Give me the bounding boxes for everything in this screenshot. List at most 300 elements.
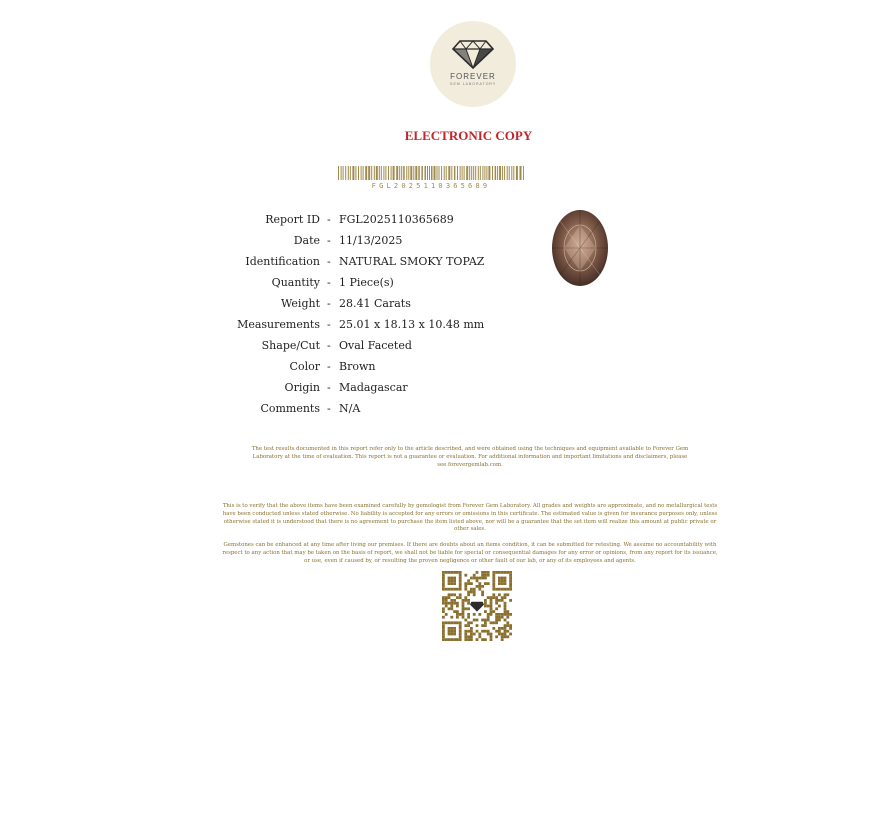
- qr-module: [473, 593, 476, 596]
- qr-module: [467, 616, 470, 619]
- qr-finder-module: [498, 577, 501, 580]
- qr-module: [487, 571, 490, 574]
- qr-module: [495, 602, 498, 605]
- qr-module: [506, 635, 509, 638]
- row-value: Oval Faceted: [339, 339, 412, 352]
- qr-module: [504, 619, 507, 622]
- qr-module: [490, 633, 493, 636]
- qr-finder-module: [442, 574, 445, 577]
- qr-module: [498, 630, 501, 633]
- barcode-bar: [478, 166, 479, 180]
- row-separator: -: [327, 318, 331, 331]
- qr-module: [506, 593, 509, 596]
- qr-finder-module: [509, 579, 512, 582]
- qr-finder-module: [492, 577, 495, 580]
- qr-finder-module: [445, 638, 448, 641]
- qr-finder-module: [492, 585, 495, 588]
- qr-finder-module: [450, 621, 453, 624]
- qr-module: [495, 635, 498, 638]
- qr-finder-module: [453, 582, 456, 585]
- qr-finder-module: [448, 588, 451, 591]
- qr-finder-module: [456, 638, 459, 641]
- qr-module: [501, 627, 504, 630]
- qr-module: [484, 610, 487, 613]
- qr-module: [470, 633, 473, 636]
- qr-module: [464, 588, 467, 591]
- qr-finder-module: [448, 621, 451, 624]
- row-label: Quantity: [271, 276, 320, 289]
- qr-module: [473, 588, 476, 591]
- qr-finder-module: [442, 633, 445, 636]
- row-label: Weight: [281, 297, 320, 310]
- row-value: 25.01 x 18.13 x 10.48 mm: [339, 318, 485, 331]
- qr-module: [490, 596, 493, 599]
- row-value: Madagascar: [339, 381, 408, 394]
- qr-module: [484, 621, 487, 624]
- barcode-bar: [388, 166, 389, 180]
- barcode-bar: [391, 166, 392, 180]
- qr-module: [442, 599, 445, 602]
- qr-module: [448, 596, 451, 599]
- qr-module: [501, 599, 504, 602]
- qr-module: [509, 624, 512, 627]
- qr-finder-module: [453, 627, 456, 630]
- qr-finder-module: [445, 588, 448, 591]
- qr-finder-module: [506, 588, 509, 591]
- barcode-bar: [418, 166, 420, 180]
- barcode-bar: [413, 166, 414, 180]
- row-separator: -: [327, 381, 331, 394]
- qr-module: [504, 635, 507, 638]
- qr-module: [464, 638, 467, 641]
- row-label: Date: [293, 234, 320, 247]
- barcode-bar: [376, 166, 378, 180]
- qr-module: [467, 621, 470, 624]
- qr-module: [450, 599, 453, 602]
- qr-module: [445, 602, 448, 605]
- qr-module: [506, 613, 509, 616]
- qr-module: [464, 630, 467, 633]
- qr-module: [476, 638, 479, 641]
- qr-module: [504, 607, 507, 610]
- qr-module: [476, 630, 479, 633]
- qr-module: [462, 602, 465, 605]
- barcode-bar: [457, 166, 458, 180]
- qr-module: [492, 610, 495, 613]
- qr-module: [456, 596, 459, 599]
- barcode-bar: [469, 166, 470, 180]
- qr-module: [495, 596, 498, 599]
- logo-subtitle: GEM LABORATORY: [449, 82, 497, 86]
- qr-finder-module: [453, 579, 456, 582]
- row-value: FGL2025110365689: [339, 213, 454, 226]
- qr-finder-module: [501, 579, 504, 582]
- qr-module: [467, 599, 470, 602]
- qr-module: [495, 619, 498, 622]
- qr-module: [464, 585, 467, 588]
- qr-finder-module: [456, 588, 459, 591]
- qr-finder-module: [450, 571, 453, 574]
- qr-module: [498, 619, 501, 622]
- qr-module: [464, 582, 467, 585]
- row-shape-cut: [0, 339, 700, 357]
- qr-module: [467, 593, 470, 596]
- qr-module: [456, 613, 459, 616]
- qr-finder-module: [504, 571, 507, 574]
- barcode-bar: [385, 166, 386, 180]
- qr-module: [450, 607, 453, 610]
- qr-module: [473, 619, 476, 622]
- barcode-bar: [441, 166, 442, 180]
- qr-module: [484, 582, 487, 585]
- disclaimer-text: Gemstones can be enhanced at any time after living our premises. If there are doubts about an items condition, it can be submitted for retesting. We assume no accountability with respect to any action that may be taken on the basis of report, we shall not be liable for special or consequential damages for any error or opinions, from any report for its issuance, or use, even if caused by, or resulting the proven negligence or other fault of our lab, or any of its employees and agents.: [222, 542, 718, 564]
- barcode-bar: [454, 166, 456, 180]
- barcode-bar: [495, 166, 497, 180]
- qr-module: [478, 633, 481, 636]
- qr-module: [490, 638, 493, 641]
- barcode-bar: [486, 166, 487, 180]
- qr-finder-module: [509, 585, 512, 588]
- qr-module: [473, 577, 476, 580]
- qr-finder-module: [450, 582, 453, 585]
- row-label: Identification: [245, 255, 320, 268]
- qr-finder-module: [509, 588, 512, 591]
- qr-finder-module: [453, 588, 456, 591]
- qr-module: [459, 596, 462, 599]
- qr-module: [487, 633, 490, 636]
- qr-finder-module: [442, 585, 445, 588]
- disclaimer-text: The test results documented in this report refer only to the article described, and were obtained using the techniques and equipment available to Forever Gem Laboratory at the time of evaluation. This report is not a guarantee or evaluation. For additional information and important limitations and disclaimers, please see forevergemlab.com.: [251, 446, 689, 468]
- barcode-bar: [513, 166, 514, 180]
- qr-module: [484, 624, 487, 627]
- barcode-bar: [451, 166, 452, 180]
- qr-module: [467, 613, 470, 616]
- qr-module: [470, 635, 473, 638]
- row-value: 1 Piece(s): [339, 276, 394, 289]
- qr-finder-module: [442, 579, 445, 582]
- barcode-bar: [460, 166, 461, 180]
- qr-finder-module: [498, 579, 501, 582]
- barcode-bar: [358, 166, 359, 180]
- qr-finder-module: [453, 630, 456, 633]
- qr-module: [495, 616, 498, 619]
- qr-finder-module: [459, 577, 462, 580]
- qr-finder-module: [459, 588, 462, 591]
- disclaimer-enhancement: [220, 542, 720, 565]
- qr-module: [498, 627, 501, 630]
- barcode-bar: [371, 166, 372, 180]
- barcode-bar: [511, 166, 512, 180]
- qr-module: [495, 621, 498, 624]
- qr-module: [481, 574, 484, 577]
- qr-module: [462, 616, 465, 619]
- qr-module: [498, 613, 501, 616]
- qr-module: [442, 610, 445, 613]
- qr-module: [464, 607, 467, 610]
- row-separator: -: [327, 402, 331, 415]
- qr-module: [464, 599, 467, 602]
- qr-module: [442, 607, 445, 610]
- diamond-icon: [452, 39, 494, 69]
- qr-module: [453, 599, 456, 602]
- qr-finder-module: [504, 588, 507, 591]
- row-separator: -: [327, 213, 331, 226]
- row-separator: -: [327, 297, 331, 310]
- qr-module: [481, 591, 484, 594]
- logo-name: FOREVER: [450, 72, 496, 81]
- qr-module: [490, 613, 493, 616]
- qr-module: [481, 593, 484, 596]
- qr-module: [490, 605, 493, 608]
- barcode-bar: [523, 166, 524, 180]
- qr-module: [504, 633, 507, 636]
- barcode-bar: [399, 166, 400, 180]
- qr-finder-module: [492, 571, 495, 574]
- row-separator: -: [327, 234, 331, 247]
- qr-module: [473, 633, 476, 636]
- row-separator: -: [327, 360, 331, 373]
- barcode-bar: [507, 166, 508, 180]
- qr-module: [495, 607, 498, 610]
- qr-module: [456, 610, 459, 613]
- barcode-bar: [448, 166, 450, 180]
- qr-module: [487, 619, 490, 622]
- qr-module: [487, 605, 490, 608]
- qr-module: [506, 616, 509, 619]
- qr-module: [504, 593, 507, 596]
- qr-module: [464, 574, 467, 577]
- barcode-bar: [444, 166, 445, 180]
- barcode-bar: [361, 166, 362, 180]
- qr-module: [450, 602, 453, 605]
- qr-finder-module: [501, 571, 504, 574]
- qr-finder-module: [453, 633, 456, 636]
- barcode-bar: [471, 166, 472, 180]
- qr-module: [498, 605, 501, 608]
- row-value: 28.41 Carats: [339, 297, 411, 310]
- qr-module: [492, 621, 495, 624]
- barcode: [338, 166, 524, 180]
- qr-module: [509, 627, 512, 630]
- qr-module: [467, 638, 470, 641]
- qr-module: [484, 619, 487, 622]
- qr-finder-module: [459, 638, 462, 641]
- row-measurements: [0, 318, 700, 336]
- qr-module: [501, 635, 504, 638]
- qr-module: [498, 616, 501, 619]
- barcode-bar: [383, 166, 384, 180]
- barcode-bar: [368, 166, 370, 180]
- qr-finder-module: [450, 588, 453, 591]
- qr-module: [467, 602, 470, 605]
- qr-finder-module: [501, 582, 504, 585]
- qr-module: [504, 605, 507, 608]
- barcode-bar: [408, 166, 409, 180]
- barcode-bar: [427, 166, 428, 180]
- electronic-copy-title: ELECTRONIC COPY: [404, 128, 533, 143]
- qr-module: [490, 602, 493, 605]
- qr-module: [445, 596, 448, 599]
- barcode-bar: [363, 166, 364, 180]
- qr-module: [487, 613, 490, 616]
- barcode-bar: [350, 166, 351, 180]
- row-weight: [0, 297, 700, 315]
- qr-module: [481, 630, 484, 633]
- qr-module: [470, 591, 473, 594]
- qr-module: [476, 571, 479, 574]
- qr-module: [459, 593, 462, 596]
- qr-module: [504, 613, 507, 616]
- qr-finder-module: [450, 627, 453, 630]
- barcode-bar: [348, 166, 349, 180]
- qr-module: [484, 599, 487, 602]
- barcode-bar: [338, 166, 339, 180]
- row-separator: -: [327, 339, 331, 352]
- qr-finder-module: [448, 571, 451, 574]
- qr-module: [453, 593, 456, 596]
- qr-module: [495, 613, 498, 616]
- qr-module: [504, 610, 507, 613]
- barcode-bar: [504, 166, 505, 180]
- disclaimer-results: [248, 446, 692, 469]
- qr-module: [481, 638, 484, 641]
- gemstone-image: [550, 209, 610, 289]
- qr-module: [487, 574, 490, 577]
- qr-finder-module: [442, 577, 445, 580]
- barcode-bar: [374, 166, 375, 180]
- qr-module: [456, 605, 459, 608]
- qr-finder-module: [506, 571, 509, 574]
- qr-module: [464, 596, 467, 599]
- barcode-bar: [446, 166, 447, 180]
- barcode-bar: [379, 166, 380, 180]
- row-label: Report ID: [265, 213, 320, 226]
- barcode-bar: [516, 166, 518, 180]
- qr-module: [467, 582, 470, 585]
- qr-finder-module: [459, 624, 462, 627]
- qr-code[interactable]: [442, 571, 512, 641]
- qr-module: [504, 630, 507, 633]
- qr-module: [487, 596, 490, 599]
- qr-module: [501, 596, 504, 599]
- row-value: 11/13/2025: [339, 234, 403, 247]
- row-label: Origin: [284, 381, 320, 394]
- qr-module: [506, 630, 509, 633]
- qr-module: [467, 591, 470, 594]
- barcode-bar: [355, 166, 356, 180]
- qr-finder-module: [453, 638, 456, 641]
- qr-finder-module: [459, 627, 462, 630]
- barcode-bar: [406, 166, 407, 180]
- qr-finder-module: [456, 571, 459, 574]
- qr-finder-module: [448, 630, 451, 633]
- qr-module: [476, 619, 479, 622]
- qr-center-diamond-icon: [470, 602, 484, 612]
- qr-module: [495, 599, 498, 602]
- qr-module: [509, 613, 512, 616]
- qr-module: [470, 582, 473, 585]
- qr-finder-module: [448, 577, 451, 580]
- qr-finder-module: [495, 588, 498, 591]
- row-comments: [0, 402, 700, 420]
- qr-module: [459, 613, 462, 616]
- qr-module: [478, 585, 481, 588]
- barcode-bar: [439, 166, 440, 180]
- row-value: Brown: [339, 360, 376, 373]
- row-label: Color: [289, 360, 320, 373]
- qr-module: [470, 630, 473, 633]
- qr-module: [478, 582, 481, 585]
- qr-finder-module: [442, 627, 445, 630]
- qr-module: [504, 627, 507, 630]
- barcode-bar: [345, 166, 346, 180]
- qr-module: [453, 610, 456, 613]
- qr-module: [476, 577, 479, 580]
- qr-finder-module: [442, 588, 445, 591]
- barcode-bar: [415, 166, 417, 180]
- qr-module: [464, 624, 467, 627]
- row-label: Shape/Cut: [261, 339, 320, 352]
- barcode-bar: [396, 166, 398, 180]
- qr-module: [487, 616, 490, 619]
- qr-module: [445, 605, 448, 608]
- qr-finder-module: [509, 577, 512, 580]
- qr-module: [498, 593, 501, 596]
- row-label: Measurements: [237, 318, 320, 331]
- qr-module: [473, 574, 476, 577]
- row-value: N/A: [339, 402, 361, 415]
- qr-finder-module: [492, 582, 495, 585]
- qr-module: [490, 599, 493, 602]
- qr-module: [473, 591, 476, 594]
- qr-module: [462, 607, 465, 610]
- qr-module: [484, 605, 487, 608]
- row-label: Comments: [260, 402, 320, 415]
- qr-module: [470, 621, 473, 624]
- qr-module: [467, 635, 470, 638]
- barcode-bar: [429, 166, 430, 180]
- qr-module: [450, 593, 453, 596]
- qr-module: [470, 627, 473, 630]
- lab-logo: [430, 21, 516, 107]
- qr-module: [490, 610, 493, 613]
- qr-finder-module: [492, 579, 495, 582]
- barcode-bar: [466, 166, 468, 180]
- barcode-bar: [502, 166, 503, 180]
- qr-finder-module: [504, 582, 507, 585]
- qr-module: [498, 633, 501, 636]
- qr-finder-module: [442, 582, 445, 585]
- qr-module: [481, 624, 484, 627]
- qr-finder-module: [492, 574, 495, 577]
- qr-module: [453, 602, 456, 605]
- qr-module: [484, 602, 487, 605]
- qr-finder-module: [498, 582, 501, 585]
- barcode-bar: [434, 166, 436, 180]
- qr-finder-module: [442, 638, 445, 641]
- qr-module: [490, 621, 493, 624]
- qr-module: [492, 627, 495, 630]
- qr-module: [470, 588, 473, 591]
- qr-finder-module: [450, 630, 453, 633]
- barcode-bar: [499, 166, 501, 180]
- qr-module: [487, 582, 490, 585]
- qr-finder-module: [456, 621, 459, 624]
- qr-module: [464, 633, 467, 636]
- row-value: NATURAL SMOKY TOPAZ: [339, 255, 485, 268]
- barcode-bar: [425, 166, 427, 180]
- qr-module: [490, 635, 493, 638]
